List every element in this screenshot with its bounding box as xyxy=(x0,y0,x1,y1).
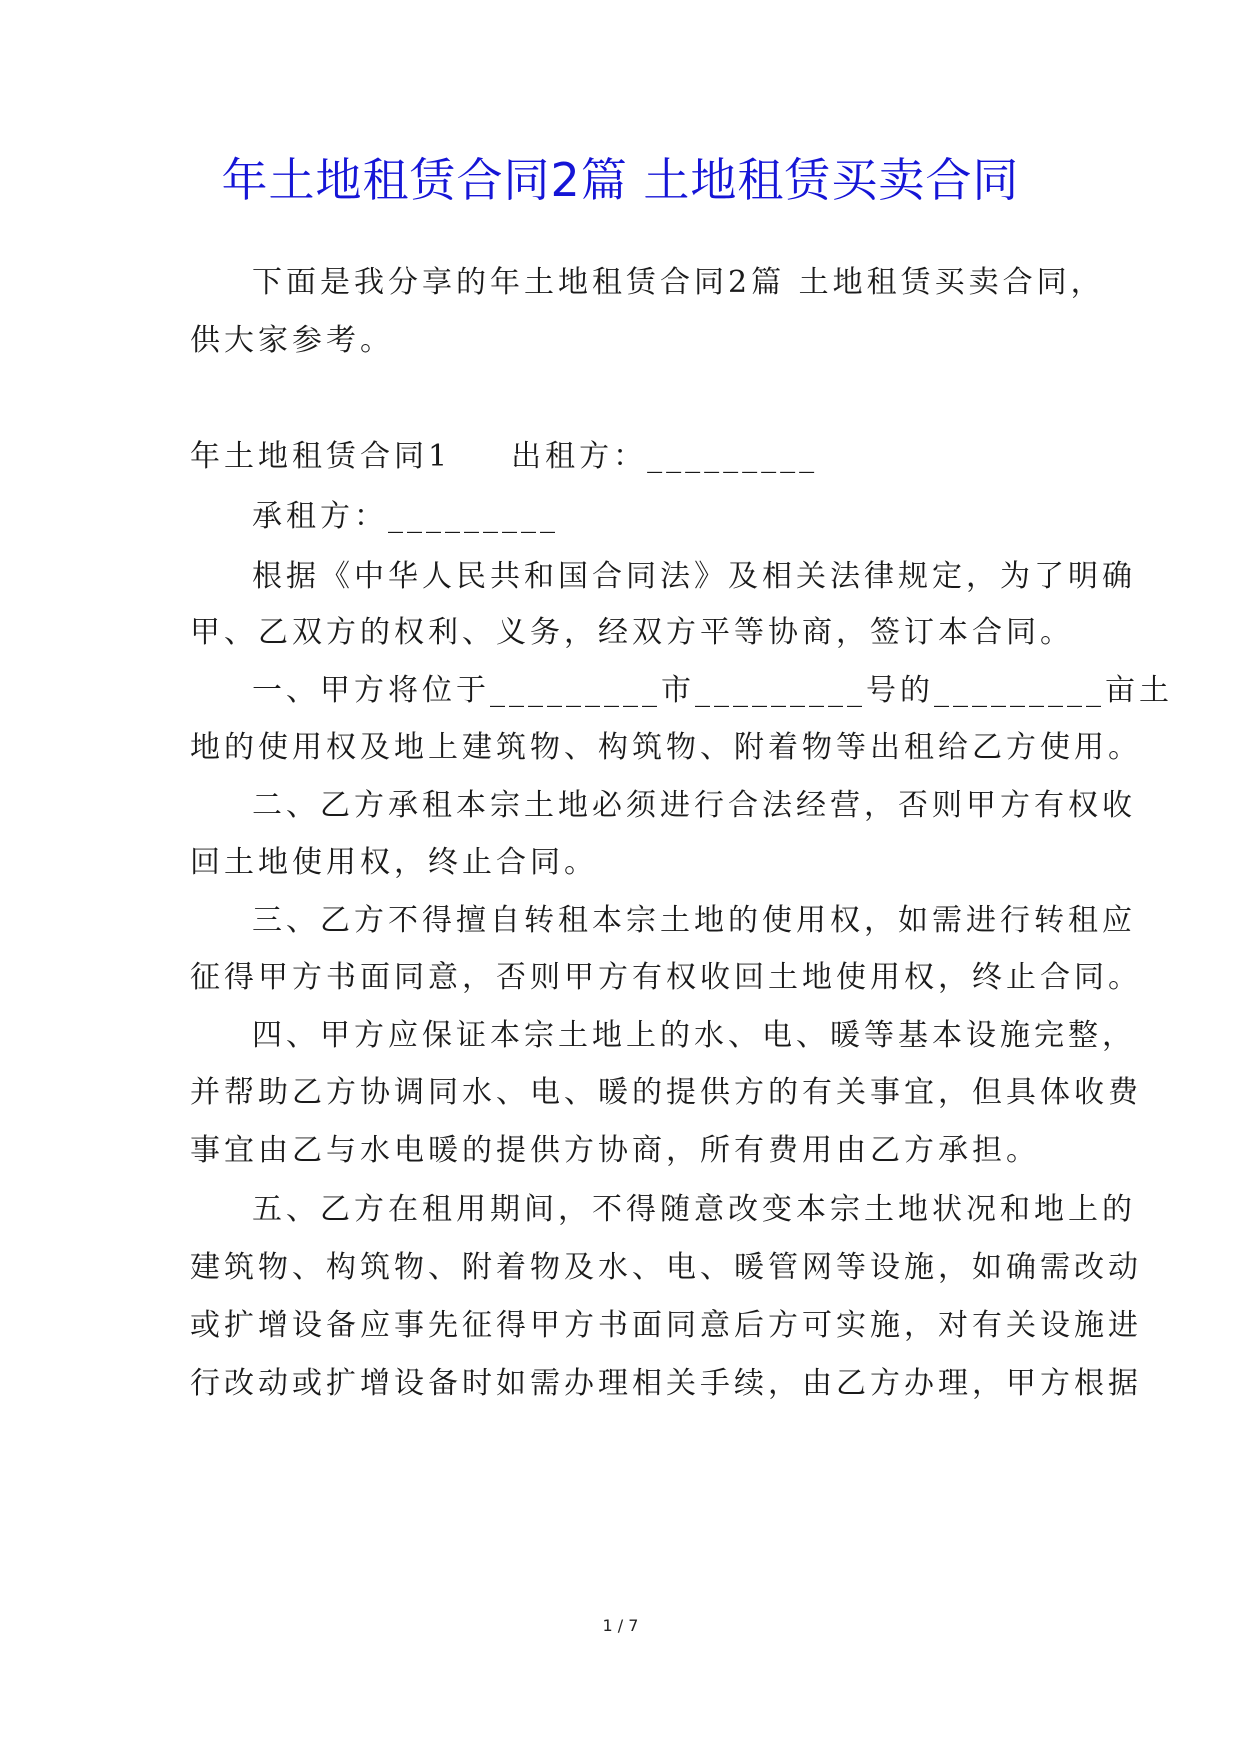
paragraph-line: 四、甲方应保证本宗土地上的水、电、暖等基本设施完整， xyxy=(252,1018,1136,1053)
paragraph-line: 并帮助乙方协调同水、电、暖的提供方的有关事宜，但具体收费 xyxy=(190,1075,1142,1110)
paragraph-line: 五、乙方在租用期间，不得随意改变本宗土地状况和地上的 xyxy=(252,1192,1136,1227)
intro-line-2: 供大家参考。 xyxy=(190,323,394,358)
paragraph-line: 一、甲方将位于_________市_________号的_________亩土 xyxy=(252,673,1173,708)
contract-heading-line xyxy=(190,437,1070,477)
paragraph-line: 根据《中华人民共和国合同法》及相关法律规定，为了明确 xyxy=(252,559,1136,594)
document-title: 年土地租赁合同2篇 土地租赁买卖合同 xyxy=(221,153,1020,207)
paragraph-line: 回土地使用权，终止合同。 xyxy=(190,845,598,880)
paragraph-line: 行改动或扩增设备时如需办理相关手续，由乙方办理，甲方根据 xyxy=(190,1366,1142,1401)
paragraph-line: 征得甲方书面同意，否则甲方有权收回土地使用权，终止合同。 xyxy=(190,960,1142,995)
paragraph-line: 二、乙方承租本宗土地必须进行合法经营，否则甲方有权收 xyxy=(252,788,1136,823)
paragraph-line: 事宜由乙与水电暖的提供方协商，所有费用由乙方承担。 xyxy=(190,1133,1040,1168)
paragraph-line: 建筑物、构筑物、附着物及水、电、暖管网等设施，如确需改动 xyxy=(190,1250,1142,1285)
paragraph-line: 地的使用权及地上建筑物、构筑物、附着物等出租给乙方使用。 xyxy=(190,730,1142,765)
intro-line-1: 下面是我分享的年土地租赁合同2篇 土地租赁买卖合同， xyxy=(252,265,1105,300)
page-number: 1 / 7 xyxy=(602,1616,639,1635)
contract-label: 年土地租赁合同1 xyxy=(190,439,452,474)
paragraph-line: 三、乙方不得擅自转租本宗土地的使用权，如需进行转租应 xyxy=(252,903,1136,938)
paragraph-line: 或扩增设备应事先征得甲方书面同意后方可实施，对有关设施进 xyxy=(190,1308,1142,1343)
lessor-field: 出租方：_________ xyxy=(511,439,819,474)
lessee-field: 承租方：_________ xyxy=(252,499,559,534)
paragraph-line: 甲、乙双方的权利、义务，经双方平等协商，签订本合同。 xyxy=(190,615,1074,650)
